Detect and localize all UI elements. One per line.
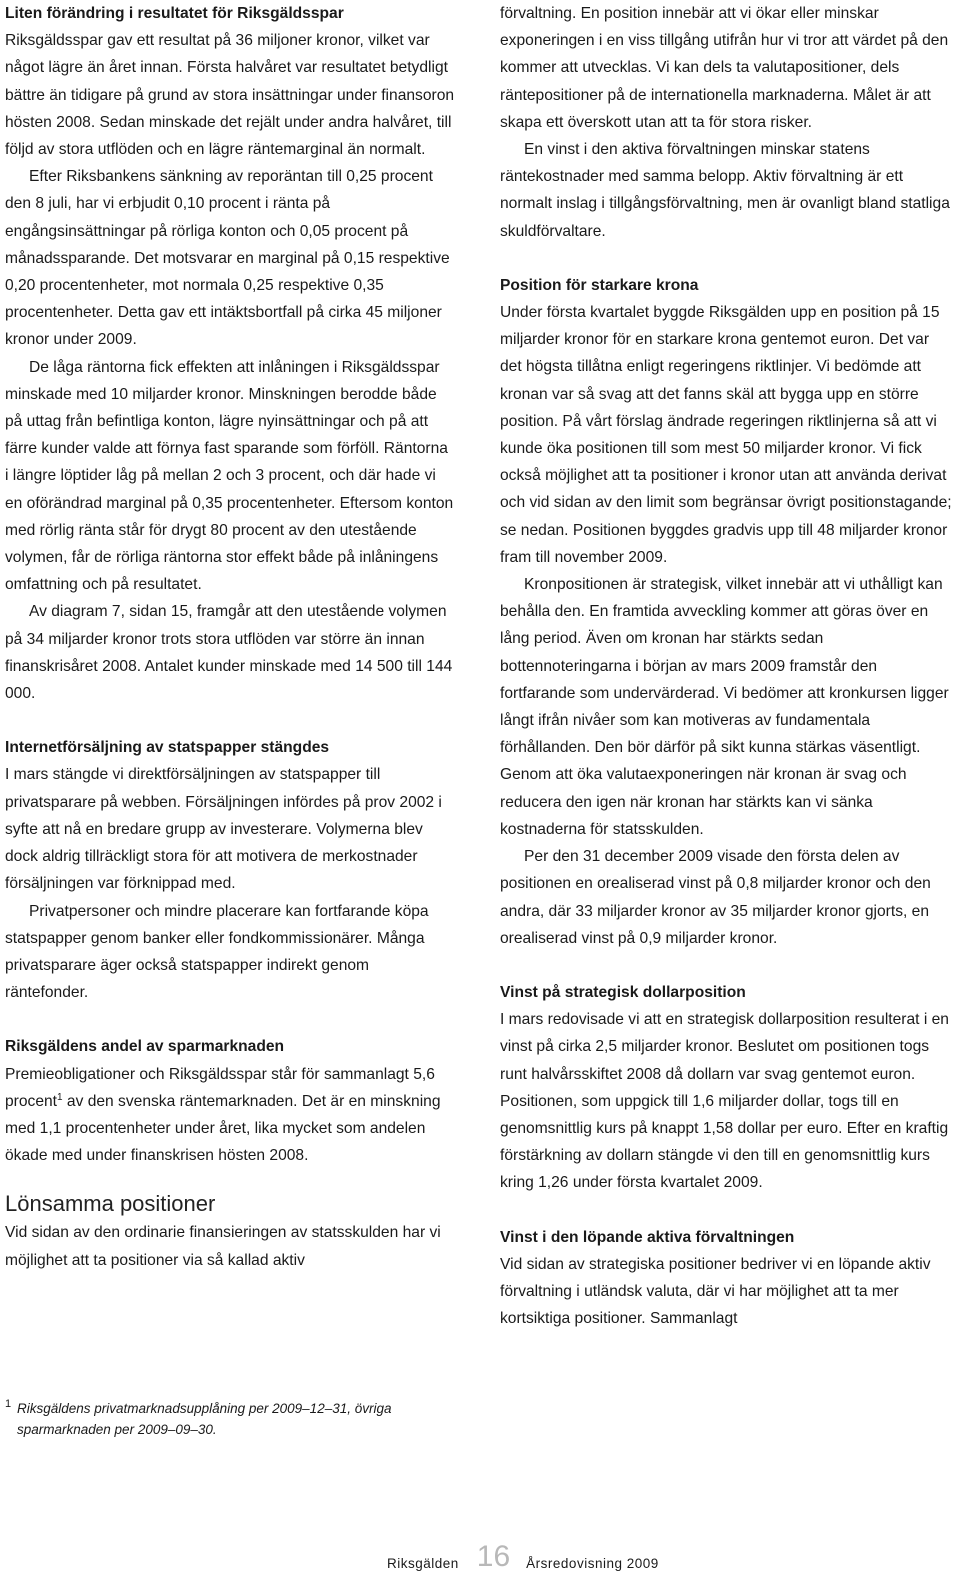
section-title-riksgaldsspar: Liten förändring i resultatet för Riksgäldsspar [5, 5, 344, 22]
paragraph: I mars redovisade vi att en strategisk dollarposition resulterat i en vinst på cirka 2,5 miljarder kronor. Beslutet om positionen togs runt halvårsskiftet 2008 då dollarn var svag gentemot euron. Positionen, som uppgick till 1,6 miljarder dollar, togs till en genomsnittlig kurs på knappt 1,58 dollar per euro. Efter en kraftig förstärkning av dollarn stängde vi den till en genomsnittlig kurs kring 1,26 under första kvartalet 2009. [500, 1011, 949, 1192]
section-internet-sales [5, 734, 455, 1006]
paragraph-part: av den svenska räntemarknaden. Det är en minskning med 1,1 procentenheter under året, lika mycket som andelen ökade med under finanskrisen hösten 2008. [5, 1092, 441, 1165]
footnote-reference[interactable]: 1 [57, 1091, 63, 1103]
paragraph: Under första kvartalet byggde Riksgälden upp en position på 15 miljarder kronor för en starkare krona gentemot euron. Det var det högsta tillåtna enligt regeringens riktlinjer. Vi bedömde att kronan var så svag att det fanns skäl att bygga upp en större position. På vårt förslag ändrade regeringen riktlinjerna så att vi kunde öka positionen till som mest 50 miljarder kronor. Vi fick också möjlighet att ta positioner i kronor utan att använda derivat och vid sidan av den limit som begränsar övrigt positionstagande; se nedan. Positionen byggdes gradvis upp till 48 miljarder kronor fram till november 2009. [500, 304, 952, 566]
footer-organization: Riksgälden [387, 1556, 459, 1571]
section-title-dollar-position: Vinst på strategisk dollarposition [500, 983, 746, 1001]
paragraph-part: Premieobligationer och Riksgäldsspar står för sammanlagt 5,6 procent [5, 1065, 435, 1110]
paragraph: Efter Riksbankens sänkning av reporäntan till 0,25 procent den 8 juli, har vi erbjudit 0,10 procent i ränta på engångsinsättningar på rörliga konton och 0,05 procent på månadssparande. Det motsvarar en marginal på 0,15 respektive 0,20 procentenheter, mot normala 0,25 respektive 0,35 procentenheter. Detta gav ett intäktsbortfall på cirka 45 miljoner kronor under 2009. [5, 168, 450, 349]
left-column [5, 0, 455, 1274]
paragraph: En vinst i den aktiva förvaltningen minskar statens räntekostnader med samma belopp. Aktiv förvaltning är ett normalt inslag i tillgångsförvaltning, men är ovanligt bland statliga skuldförvaltare. [500, 141, 950, 240]
paragraph-with-footnote [5, 1061, 455, 1170]
footnote-mark: 1 [5, 1398, 12, 1410]
page-number: 16 [476, 1540, 511, 1573]
footnote-text: Riksgäldens privatmarknadsupplåning per 2009–12–31, övriga sparmarknaden per 2009–09–30. [17, 1401, 392, 1437]
section-active-management [500, 1224, 952, 1333]
paragraph: förvaltning. En position innebär att vi ökar eller minskar exponeringen i en viss tillgång utifrån hur vi tror att värdet på den kommer att utvecklas. Vi kan dels ta valutapositioner, dels räntepositioner på de internationella marknaderna. Målet är att skapa ett överskott utan att ta för stora risker. [500, 5, 949, 131]
section-title-stronger-krona: Position för starkare krona [500, 276, 699, 294]
section-stronger-krona [500, 272, 952, 952]
paragraph: Riksgäldsspar gav ett resultat på 36 miljoner kronor, vilket var något lägre än året innan. Första halvåret var resultatet betydligt bättre än tidigare på grund av stora insättningar under finansoron hösten 2008. Sedan minskade det rejält under andra halvåret, till följd av stora utflöden och en lägre räntemarginal än normalt. [5, 32, 455, 159]
paragraph: De låga räntorna fick effekten att inlåningen i Riksgäldsspar minskade med 10 miljarder kronor. Minskningen berodde både på uttag från befintliga konton, lägre nyinsättningar och på att färre kunder valde att förnya fast sparande som förföll. Räntorna i längre löptider låg på mellan 2 och 3 procent, och där hade vi en oförändrad marginal på 0,35 procentenheter. Eftersom konton med rörlig ränta står för drygt 80 procent av den utestående volymen, får de rörliga räntorna stor effekt både på inlåningens omfattning och på resultatet. [5, 358, 454, 594]
paragraph: Kronpositionen är strategisk, vilket innebär att vi uthålligt kan behålla den. En framtida avveckling kommer att göras över en lång period. Även om kronan har stärkts sedan bottennoteringarna i början av mars 2009 framstår den fortfarande som undervärderad. Vi bedömer att kronkursen ligger långt ifrån nivåer som kan motiveras av fundamentala förhållanden. Den bör därför på sikt kunna stärkas väsentligt. Genom att öka valutaexponeringen när kronan är svag och reducera den igen när kronan har stärkts kan vi sänka kostnaderna för statsskulden. [500, 576, 949, 838]
paragraph: Av diagram 7, sidan 15, framgår att den utestående volymen på 34 miljarder kronor trots stora utflöden var större än innan finanskrisåret 2008. Antalet kunder minskade med 14 500 till 144 000. [5, 603, 453, 703]
page-footer [387, 1532, 659, 1572]
paragraph: Privatpersoner och mindre placerare kan fortfarande köpa statspapper genom banker eller fondkommissionärer. Många privatsparare äger också statspapper indirekt genom räntefonder. [5, 902, 429, 1002]
section-profitable-positions [5, 1189, 455, 1273]
section-title-active-management: Vinst i den löpande aktiva förvaltningen [500, 1228, 795, 1246]
section-title-market-share: Riksgäldens andel av sparmarknaden [5, 1038, 285, 1056]
section-dollar-position [500, 979, 952, 1197]
paragraph: Per den 31 december 2009 visade den första delen av positionen en orealiserad vinst på 0,8 miljarder kronor och den andra, där 33 miljarder kronor av 35 miljarder kronor gjorts, en orealiserad vinst på 0,9 miljarder kronor. [500, 848, 931, 947]
paragraph: Vid sidan av strategiska positioner bedriver vi en löpande aktiv förvaltning i utländsk valuta, där vi har möjlighet att ta mer kortsiktiga positioner. Sammanlagt [500, 1255, 931, 1328]
section-title-internet-sales: Internetförsäljning av statspapper stängdes [5, 739, 330, 757]
chapter-heading: Lönsamma positioner [5, 1191, 216, 1217]
section-market-share [5, 1033, 455, 1169]
footer-report-title: Årsredovisning 2009 [526, 1556, 659, 1571]
paragraph: Vid sidan av den ordinarie finansieringen av statsskulden har vi möjlighet att ta positioner via så kallad aktiv [5, 1224, 441, 1269]
right-column [500, 0, 952, 1332]
footnote [5, 1398, 455, 1440]
paragraph: I mars stängde vi direktförsäljningen av statspapper till privatsparare på webben. Försäljningen infördes på prov 2002 i syfte att nå en bredare grupp av investerare. Volymerna blev dock aldrig tillräckligt stora för att motivera de merkostnader försäljningen var förknippad med. [5, 766, 442, 893]
